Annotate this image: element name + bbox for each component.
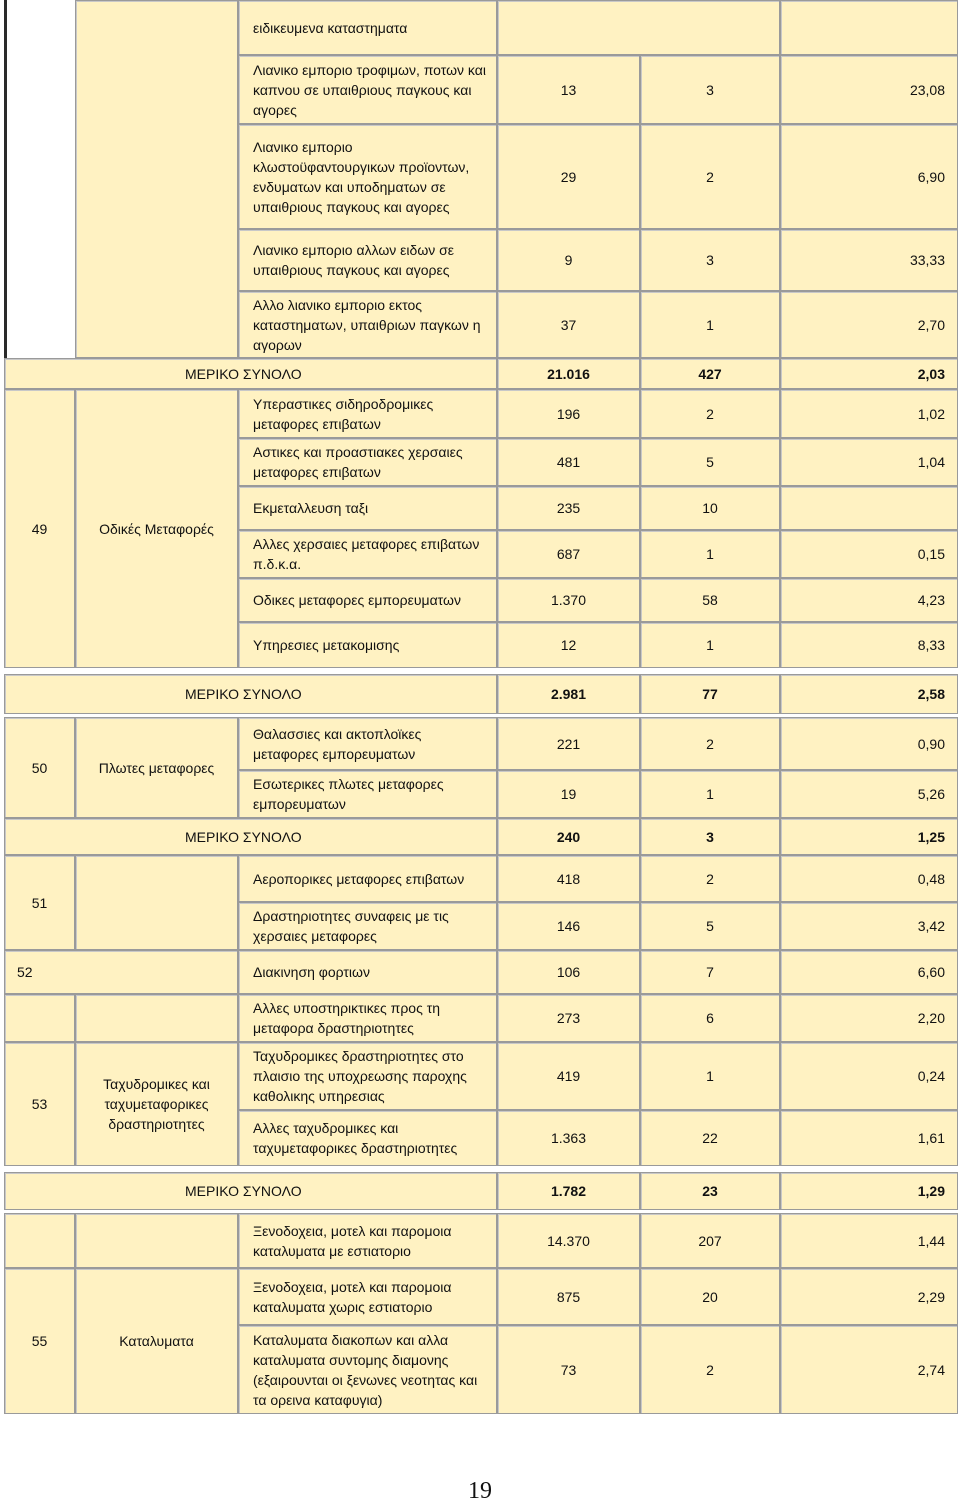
value-percent: 2,70 bbox=[780, 291, 958, 358]
value-percent: 2,74 bbox=[780, 1325, 958, 1414]
group-code bbox=[4, 1213, 75, 1268]
group-code bbox=[4, 994, 75, 1042]
table-border bbox=[4, 0, 7, 358]
value-percent: 4,23 bbox=[780, 578, 958, 622]
value-percent: 6,90 bbox=[780, 124, 958, 229]
activity-description: Διακινηση φορτιων bbox=[238, 950, 497, 994]
value-cell bbox=[780, 0, 958, 55]
subtotal-label: ΜΕΡΙΚΟ ΣΥΝΟΛΟ bbox=[4, 358, 497, 389]
subtotal-label: ΜΕΡΙΚΟ ΣΥΝΟΛΟ bbox=[4, 1172, 497, 1210]
value-percent bbox=[780, 486, 958, 530]
activity-description: Αλλο λιανικο εμποριο εκτος καταστηματων, υπαιθριων παγκων η αγορων bbox=[238, 291, 497, 358]
activity-description: Υπεραστικες σιδηροδρομικες μεταφορες επιβατων bbox=[238, 389, 497, 438]
value-number: 3 bbox=[640, 55, 780, 124]
subtotal-label: ΜΕΡΙΚΟ ΣΥΝΟΛΟ bbox=[4, 818, 497, 855]
value-percent: 2,29 bbox=[780, 1268, 958, 1325]
value-number: 2 bbox=[640, 1325, 780, 1414]
value-count: 146 bbox=[497, 902, 640, 950]
value-number: 5 bbox=[640, 438, 780, 486]
value-count: 21.016 bbox=[497, 358, 640, 389]
value-count: 235 bbox=[497, 486, 640, 530]
group-name bbox=[75, 1213, 238, 1268]
value-number: 23 bbox=[640, 1172, 780, 1210]
value-count: 481 bbox=[497, 438, 640, 486]
value-count: 221 bbox=[497, 717, 640, 770]
value-percent: 1,44 bbox=[780, 1213, 958, 1268]
group-code: 50 bbox=[4, 717, 75, 818]
group-name: Καταλυματα bbox=[75, 1268, 238, 1414]
value-number: 207 bbox=[640, 1213, 780, 1268]
value-count: 687 bbox=[497, 530, 640, 578]
group-name bbox=[75, 0, 238, 358]
value-number: 6 bbox=[640, 994, 780, 1042]
value-number: 1 bbox=[640, 770, 780, 818]
activity-description: Ξενοδοχεια, μοτελ και παρομοια καταλυματα με εστιατοριο bbox=[238, 1213, 497, 1268]
value-count: 106 bbox=[497, 950, 640, 994]
group-name bbox=[75, 994, 238, 1042]
value-count: 1.782 bbox=[497, 1172, 640, 1210]
value-number: 1 bbox=[640, 530, 780, 578]
value-percent: 1,61 bbox=[780, 1110, 958, 1166]
value-count: 418 bbox=[497, 855, 640, 902]
activity-description: Λιανικο εμποριο τροφιμων, ποτων και καπνου σε υπαιθριους παγκους και αγορες bbox=[238, 55, 497, 124]
page-number: 19 bbox=[468, 1478, 492, 1504]
activity-description: Ξενοδοχεια, μοτελ και παρομοια καταλυματα χωρις εστιατοριο bbox=[238, 1268, 497, 1325]
value-count: 273 bbox=[497, 994, 640, 1042]
group-code: 49 bbox=[4, 389, 75, 668]
value-number: 2 bbox=[640, 717, 780, 770]
value-count: 1.363 bbox=[497, 1110, 640, 1166]
group-code: 55 bbox=[4, 1268, 75, 1414]
value-percent: 1,02 bbox=[780, 389, 958, 438]
value-number: 2 bbox=[640, 124, 780, 229]
value-number: 7 bbox=[640, 950, 780, 994]
value-number: 3 bbox=[640, 229, 780, 291]
activity-description: Υπηρεσιες μετακομισης bbox=[238, 622, 497, 668]
value-percent: 5,26 bbox=[780, 770, 958, 818]
value-count: 73 bbox=[497, 1325, 640, 1414]
value-count: 13 bbox=[497, 55, 640, 124]
value-percent: 0,15 bbox=[780, 530, 958, 578]
value-percent: 6,60 bbox=[780, 950, 958, 994]
value-number: 22 bbox=[640, 1110, 780, 1166]
activity-description: Λιανικο εμποριο κλωστοϋφαντουργικων προϊοντων, ενδυματων και υποδηματων σε υπαιθριους παγκους και αγορες bbox=[238, 124, 497, 229]
value-count: 37 bbox=[497, 291, 640, 358]
value-percent: 0,90 bbox=[780, 717, 958, 770]
value-count: 1.370 bbox=[497, 578, 640, 622]
value-count: 14.370 bbox=[497, 1213, 640, 1268]
group-code: 52 bbox=[4, 950, 238, 994]
value-count: 240 bbox=[497, 818, 640, 855]
activity-description: Λιανικο εμποριο αλλων ειδων σε υπαιθριους παγκους και αγορες bbox=[238, 229, 497, 291]
activity-description: Καταλυματα διακοπων και αλλα καταλυματα συντομης διαμονης (εξαιρουνται οι ξενωνες νεοτητας και τα ορεινα καταφυγια) bbox=[238, 1325, 497, 1414]
value-percent: 1,04 bbox=[780, 438, 958, 486]
activity-description: Αλλες υποστηρικτικες προς τη μεταφορα δραστηριοτητες bbox=[238, 994, 497, 1042]
value-count: 12 bbox=[497, 622, 640, 668]
value-percent: 1,29 bbox=[780, 1172, 958, 1210]
value-count: 29 bbox=[497, 124, 640, 229]
group-name: Πλωτες μεταφορες bbox=[75, 717, 238, 818]
group-name: Οδικές Μεταφορές bbox=[75, 389, 238, 668]
value-percent: 8,33 bbox=[780, 622, 958, 668]
activity-description: Αλλες χερσαιες μεταφορες επιβατων π.δ.κ.α. bbox=[238, 530, 497, 578]
value-percent: 2,58 bbox=[780, 674, 958, 714]
value-number: 2 bbox=[640, 389, 780, 438]
value-number: 1 bbox=[640, 622, 780, 668]
value-count: 196 bbox=[497, 389, 640, 438]
activity-description: Αστικες και προαστιακες χερσαιες μεταφορες επιβατων bbox=[238, 438, 497, 486]
value-number: 77 bbox=[640, 674, 780, 714]
value-number: 1 bbox=[640, 1042, 780, 1110]
value-count: 419 bbox=[497, 1042, 640, 1110]
value-percent: 0,48 bbox=[780, 855, 958, 902]
value-percent: 33,33 bbox=[780, 229, 958, 291]
value-number: 10 bbox=[640, 486, 780, 530]
activity-description: Δραστηριοτητες συναφεις με τις χερσαιες μεταφορες bbox=[238, 902, 497, 950]
value-number: 58 bbox=[640, 578, 780, 622]
activity-description: Θαλασσιες και ακτοπλοϊκες μεταφορες εμπορευματων bbox=[238, 717, 497, 770]
value-percent: 3,42 bbox=[780, 902, 958, 950]
subtotal-label: ΜΕΡΙΚΟ ΣΥΝΟΛΟ bbox=[4, 674, 497, 714]
activity-description: Αεροπορικες μεταφορες επιβατων bbox=[238, 855, 497, 902]
activity-description: Οδικες μεταφορες εμπορευματων bbox=[238, 578, 497, 622]
group-code: 51 bbox=[4, 855, 75, 950]
group-code: 53 bbox=[4, 1042, 75, 1166]
value-count: 19 bbox=[497, 770, 640, 818]
value-number: 5 bbox=[640, 902, 780, 950]
group-name bbox=[75, 855, 238, 950]
value-percent: 23,08 bbox=[780, 55, 958, 124]
value-count: 2.981 bbox=[497, 674, 640, 714]
activity-description: Εσωτερικες πλωτες μεταφορες εμπορευματων bbox=[238, 770, 497, 818]
value-percent: 1,25 bbox=[780, 818, 958, 855]
activity-description: Αλλες ταχυδρομικες και ταχυμεταφορικες δραστηριοτητες bbox=[238, 1110, 497, 1166]
activity-description: Ταχυδρομικες δραστηριοτητες στο πλαισιο της υποχρεωσης παροχης καθολικης υπηρεσιας bbox=[238, 1042, 497, 1110]
activity-description: ειδικευμενα καταστηματα bbox=[238, 0, 497, 55]
value-count: 875 bbox=[497, 1268, 640, 1325]
value-number: 2 bbox=[640, 855, 780, 902]
group-name: Ταχυδρομικες και ταχυμεταφορικες δραστηριοτητες bbox=[75, 1042, 238, 1166]
value-percent: 2,20 bbox=[780, 994, 958, 1042]
value-number: 20 bbox=[640, 1268, 780, 1325]
value-number: 427 bbox=[640, 358, 780, 389]
value-number: 3 bbox=[640, 818, 780, 855]
value-count: 9 bbox=[497, 229, 640, 291]
value-percent: 2,03 bbox=[780, 358, 958, 389]
value-percent: 0,24 bbox=[780, 1042, 958, 1110]
value-number: 1 bbox=[640, 291, 780, 358]
activity-description: Εκμεταλλευση ταξι bbox=[238, 486, 497, 530]
value-cell bbox=[497, 0, 780, 55]
